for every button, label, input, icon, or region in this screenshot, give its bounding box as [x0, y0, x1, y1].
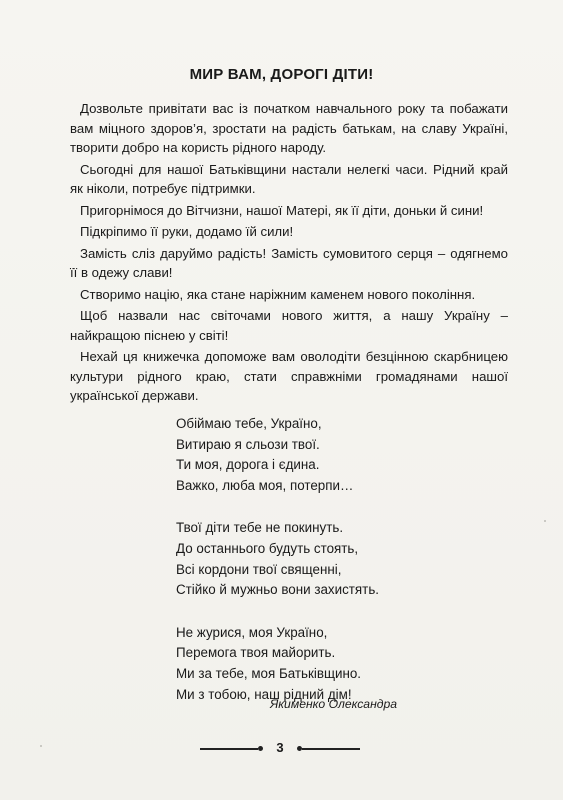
footer-dot-left	[258, 746, 263, 751]
intro-text	[70, 99, 508, 408]
footer-rule-left	[200, 748, 258, 750]
paragraph: Нехай ця книжечка допоможе вам оволодіти безцінною скарбницею культури рідного краю, стати справжніми громадянами нашої української держави.	[70, 349, 508, 403]
page-footer	[200, 740, 360, 760]
poem-line: Перемога твоя майорить.	[176, 645, 336, 661]
poem-line: Не журися, моя Україно,	[176, 624, 328, 640]
poem-stanza	[176, 518, 436, 600]
paragraph: Сьогодні для нашої Батьківщини настали нелегкі часи. Рідний край як ніколи, потребує підтримки.	[70, 161, 508, 196]
poem-stanza	[176, 414, 436, 496]
scan-speck	[40, 745, 42, 747]
poem-line: Ми за тебе, моя Батьківщино.	[176, 665, 362, 681]
paragraph: Дозвольте привітати вас із початком навчального року та побажати вам міцного здоров’я, зростати на радість батькам, на славу Україні, творити добро на користь рідного народу.	[70, 101, 508, 155]
poem-line: Ти моя, дорога і єдина.	[176, 457, 320, 473]
paragraph: Пригорнімося до Вітчизни, нашої Матері, як її діти, доньки й сини!	[80, 202, 484, 218]
scan-speck	[544, 520, 546, 522]
poem-line: Всі кордони твої священні,	[176, 561, 342, 577]
page-title: МИР ВАМ, ДОРОГІ ДІТИ!	[189, 66, 374, 83]
poem-line: Твої діти тебе не покинуть.	[176, 520, 344, 536]
poem	[176, 414, 436, 727]
poem-line: Важко, люба моя, потерпи…	[176, 477, 354, 493]
paragraph: Щоб назвали нас світочами нового життя, а нашу Україну – найкращою піснею у світі!	[70, 308, 508, 343]
paragraph: Замість сліз даруймо радість! Замість сумовитого серця – одягнемо її в одежу слави!	[70, 245, 508, 280]
footer-rule-right	[302, 748, 360, 750]
poem-line: Обіймаю тебе, Україно,	[176, 416, 322, 431]
poem-line: Стійко й мужньо вони захистять.	[176, 582, 380, 598]
paragraph: Створимо націю, яка стане наріжним каменем нового покоління.	[80, 286, 476, 302]
page-number: 3	[276, 740, 284, 755]
poem-line: Витираю я сльози твої.	[176, 436, 320, 452]
poem-line: До останнього будуть стоять,	[176, 540, 359, 556]
paragraph: Підкріпимо її руки, додамо їй сили!	[80, 224, 294, 239]
poem-stanza	[176, 623, 436, 705]
poem-author: Якименко Олександра	[270, 697, 398, 711]
poem-line: Ми з тобою, наш рідний дім!	[176, 686, 352, 702]
